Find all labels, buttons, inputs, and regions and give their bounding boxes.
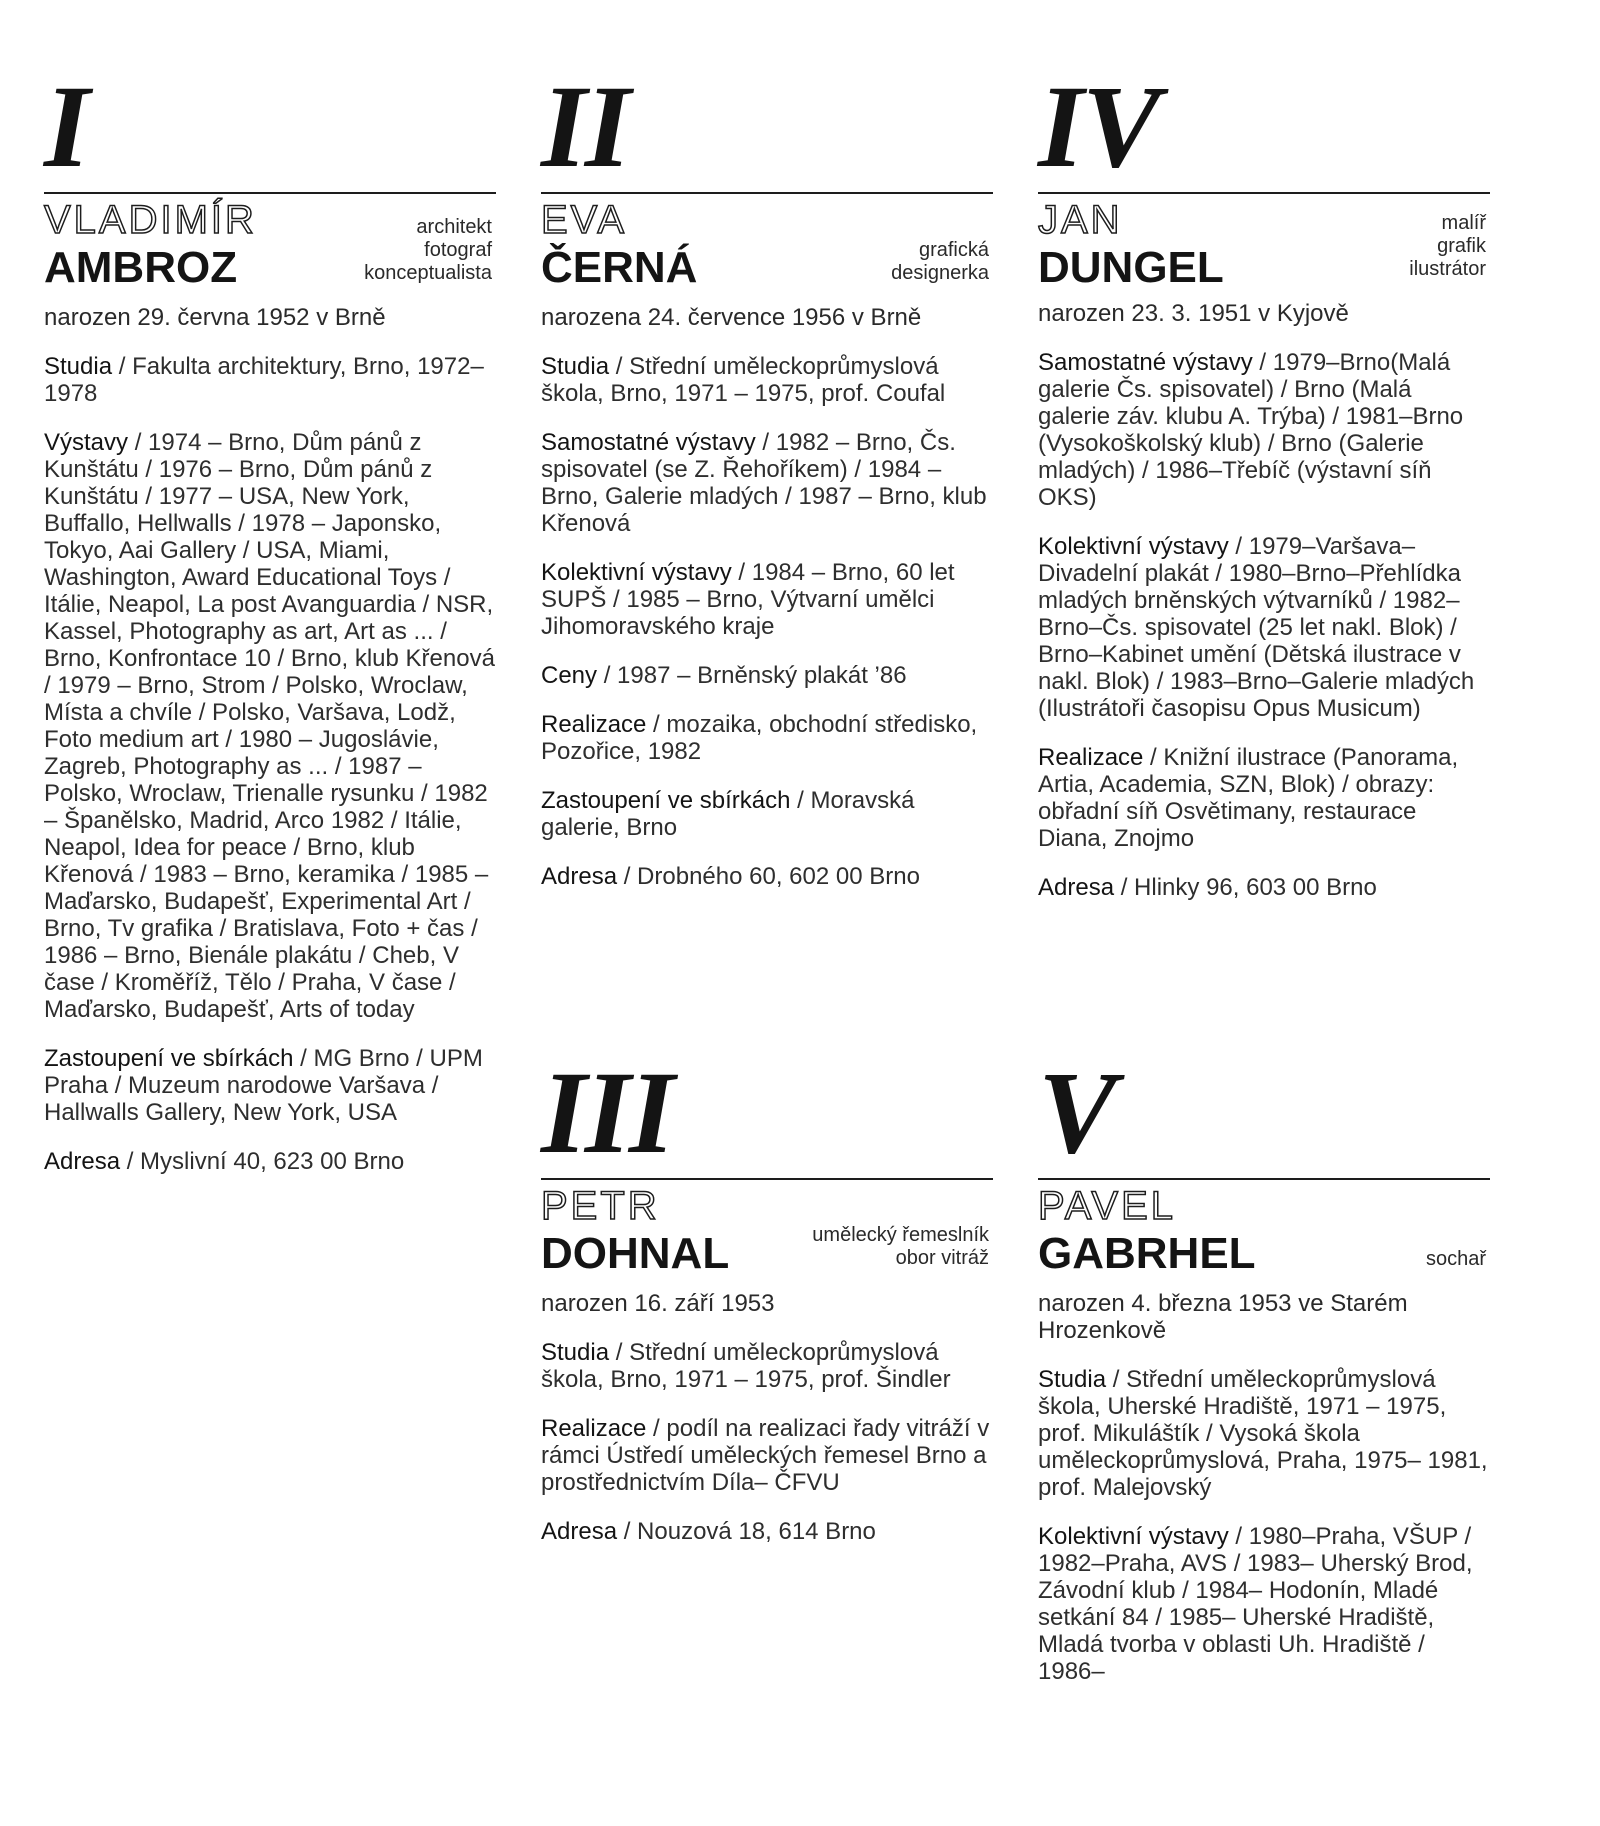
section-label: Realizace: [1038, 744, 1144, 771]
section-text: / Drobného 60, 602 00 Brno: [617, 863, 920, 890]
bio-section: [44, 429, 496, 1023]
section-label: Kolektivní výstavy: [1038, 1523, 1229, 1550]
section-label: Adresa: [541, 863, 618, 890]
birth-info: narozen 4. března 1953 ve Starém Hrozenkově: [1038, 1290, 1408, 1344]
profession: architekt: [416, 216, 492, 238]
section-label: Studia: [44, 353, 113, 380]
artist-dohnal: [541, 1047, 993, 1567]
first-name: PETR: [541, 1184, 660, 1228]
last-name: DOHNAL: [541, 1229, 730, 1278]
last-name: ČERNÁ: [541, 243, 698, 292]
section-text: / Knižní ilustrace (Panorama, Artia, Academia, SZN, Blok) / obrazy: obřadní síň Osvětimany, restaurace Diana, Znojmo: [1038, 744, 1459, 852]
profession: obor vitráž: [895, 1247, 989, 1269]
name-block: [541, 1180, 993, 1280]
bio-section: [541, 353, 993, 407]
profession: malíř: [1441, 212, 1486, 234]
birth-info: narozen 29. června 1952 v Brně: [44, 304, 386, 331]
section-label: Realizace: [541, 1415, 647, 1442]
artist-gabrhel: [1038, 1047, 1490, 1707]
section-label: Zastoupení ve sbírkách: [541, 787, 791, 814]
name-block: [1038, 1180, 1490, 1280]
section-text: / 1982 – Brno, Čs. spisovatel (se Z. Řehoříkem) / 1984 – Brno, Galerie mladých / 1987 – Brno, klub Křenová: [541, 429, 987, 537]
section-text: / Střední uměleckoprůmyslová škola, Brno, 1971 – 1975, prof. Šindler: [541, 1339, 951, 1393]
section-label: Studia: [1038, 1366, 1107, 1393]
birth-info: narozena 24. července 1956 v Brně: [541, 304, 922, 331]
birth-info: narozen 16. září 1953: [541, 1290, 775, 1317]
profession: fotograf: [424, 239, 492, 261]
bio-section: [541, 429, 993, 537]
section-label: Kolektivní výstavy: [541, 559, 732, 586]
profession: grafická: [918, 239, 989, 261]
bio-section: [541, 711, 993, 765]
bio-section: [541, 1339, 993, 1393]
section-label: Studia: [541, 1339, 610, 1366]
profession: grafik: [1437, 235, 1486, 257]
section-label: Samostatné výstavy: [541, 429, 756, 456]
professions: [1409, 212, 1486, 281]
section-numeral: IV: [1038, 61, 1159, 192]
section-text: / Hlinky 96, 603 00 Brno: [1114, 874, 1377, 901]
section-label: Kolektivní výstavy: [1038, 533, 1229, 560]
artist-cerna: [541, 61, 993, 912]
section-text: / Střední uměleckoprůmyslová škola, Brno, 1971 – 1975, prof. Coufal: [541, 353, 946, 407]
section-text: / Fakulta architektury, Brno, 1972–1978: [44, 353, 484, 407]
section-text: / Střední uměleckoprůmyslová škola, Uherské Hradiště, 1971 – 1975, prof. Mikuláštík / Vysoká škola uměleckoprůmyslová, Praha, 1975– 1981, prof. Malejovský: [1038, 1366, 1488, 1501]
professions: [1426, 1248, 1486, 1271]
first-name: JAN: [1038, 198, 1123, 242]
section-numeral: I: [44, 61, 88, 192]
section-label: Realizace: [541, 711, 647, 738]
profession: ilustrátor: [1409, 258, 1486, 280]
bio-section: [541, 787, 993, 841]
bio-section: [1038, 1523, 1490, 1685]
name-block: [44, 194, 496, 294]
section-text: / Moravská galerie, Brno: [541, 787, 915, 841]
section-text: / mozaika, obchodní středisko, Pozořice, 1982: [541, 711, 978, 765]
section-text: / 1987 – Brněnský plakát ’86: [597, 662, 907, 689]
section-label: Samostatné výstavy: [1038, 349, 1253, 376]
bio-section: [44, 353, 496, 407]
bio-section: [541, 559, 993, 640]
professions: [812, 1224, 989, 1270]
bio-section: [44, 1148, 496, 1175]
last-name: DUNGEL: [1038, 243, 1224, 292]
section-label: Adresa: [541, 1518, 618, 1545]
section-label: Adresa: [44, 1148, 121, 1175]
section-numeral: V: [1038, 1047, 1115, 1178]
bio-section: [541, 863, 993, 890]
section-text: / Nouzová 18, 614 Brno: [617, 1518, 876, 1545]
last-name: GABRHEL: [1038, 1229, 1256, 1278]
birth-info: narozen 23. 3. 1951 v Kyjově: [1038, 300, 1349, 327]
artist-ambroz: [44, 61, 496, 1197]
section-text: / podíl na realizaci řady vitráží v rámci Ústředí uměleckých řemesel Brno a prostřednictvím Díla– ČFVU: [541, 1415, 990, 1496]
bio-section: [541, 1415, 993, 1496]
bio-section: [1038, 1366, 1490, 1501]
section-label: Zastoupení ve sbírkách: [44, 1045, 294, 1072]
section-label: Výstavy: [44, 429, 129, 456]
name-block: [1038, 194, 1490, 290]
bio-section: [44, 1045, 496, 1126]
section-text: / 1979–Brno(Malá galerie Čs. spisovatel) / Brno (Malá galerie záv. klubu A. Trýba) / 1981–Brno (Vysokoškolský klub) / Brno (Galerie mladých) / 1986–Třebíč (výstavní síň OKS): [1038, 349, 1464, 511]
first-name: PAVEL: [1038, 1184, 1177, 1228]
section-text: / 1974 – Brno, Dům pánů z Kunštátu / 1976 – Brno, Dům pánů z Kunštátu / 1977 – USA, New York, Buffallo, Hellwalls / 1978 – Japonsko, Tokyo, Aai Gallery / USA, Miami, Washington, Award Educational Toys / Itálie, Neapol, La post Avanguardia / NSR, Kassel, Photography as art, Art as ... / Brno, Konfrontace 10 / Brno, klub Křenová / 1979 – Brno, Strom / Polsko, Wroclaw, Místa a chvíle / Polsko, Varšava, Lodž, Foto medium art / 1980 – Jugoslávie, Zagreb, Photography as ... / 1987 – Polsko, Wroclaw, Trienalle rysunku / 1982 – Španělsko, Madrid, Arco 1982 / Itálie, Neapol, Idea for peace / Brno, klub Křenová / 1983 – Brno, keramika / 1985 – Maďarsko, Budapešť, Experimental Art / Brno, Tv grafika / Bratislava, Foto + čas / 1986 – Brno, Bienále plakátu / Cheb, V čase / Kroměříž, Tělo / Praha, V čase / Maďarsko, Budapešť, Arts of today: [44, 429, 495, 1023]
bio-section: [1038, 744, 1490, 852]
section-label: Studia: [541, 353, 610, 380]
last-name: AMBROZ: [44, 243, 238, 292]
professions: [364, 216, 492, 285]
section-numeral: III: [541, 1047, 673, 1178]
professions: [891, 239, 989, 285]
bio-section: [541, 662, 993, 689]
first-name: VLADIMÍR: [44, 198, 257, 242]
profession: designerka: [891, 262, 989, 284]
bio-section: [1038, 874, 1490, 901]
name-block: [541, 194, 993, 294]
section-text: / MG Brno / UPM Praha / Muzeum narodowe Varšava / Hallwalls Gallery, New York, USA: [44, 1045, 483, 1126]
bio-section: [541, 1518, 993, 1545]
section-text: / Myslivní 40, 623 00 Brno: [120, 1148, 405, 1175]
profession: umělecký řemeslník: [812, 1224, 989, 1246]
artist-dungel: [1038, 61, 1490, 923]
section-text: / 1980–Praha, VŠUP / 1982–Praha, AVS / 1983– Uherský Brod, Závodní klub / 1984– Hodonín, Mladé setkání 84 / 1985– Uherské Hradiště, Mladá tvorba v oblasti Uh. Hradiště / 1986–: [1038, 1523, 1473, 1685]
first-name: EVA: [541, 198, 628, 242]
profession: sochař: [1425, 1248, 1486, 1270]
bio-section: [1038, 349, 1490, 511]
bio-section: [1038, 533, 1490, 722]
profession: konceptualista: [364, 262, 492, 284]
section-numeral: II: [541, 61, 629, 192]
section-label: Ceny: [541, 662, 598, 689]
section-text: / 1979–Varšava–Divadelní plakát / 1980–Brno–Přehlídka mladých brněnských výtvarníků / 1982–Brno–Čs. spisovatel (25 let nakl. Blok) / Brno–Kabinet umění (Dětská ilustrace v nakl. Blok) / 1983–Brno–Galerie mladých (Ilustrátoři časopisu Opus Musicum): [1038, 533, 1475, 722]
section-label: Adresa: [1038, 874, 1115, 901]
section-text: / 1984 – Brno, 60 let SUPŠ / 1985 – Brno, Výtvarní umělci Jihomoravského kraje: [541, 559, 955, 640]
